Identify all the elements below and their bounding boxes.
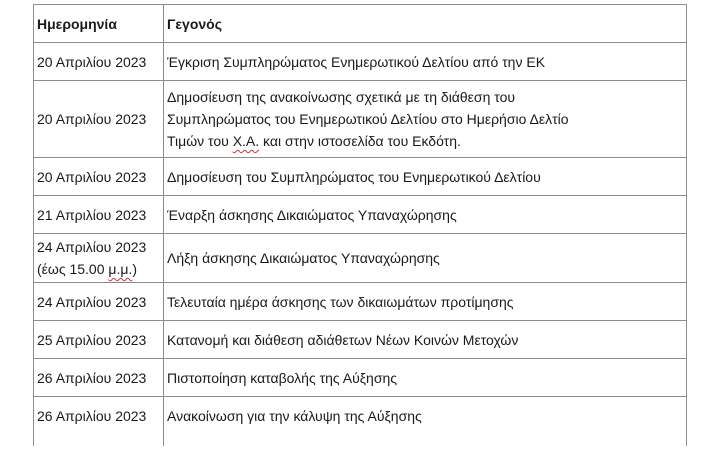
column-header-date: Ημερομηνία [34,5,164,43]
column-header-event: Γεγονός [164,5,687,43]
spellcheck-underlined-text: Χ.Α. [232,133,260,149]
table-row [34,234,687,283]
event-cell: Τελευταία ημέρα άσκησης των δικαιωμάτων προτίμησης [164,283,687,321]
date-cell: 24 Απριλίου 2023 [34,283,164,321]
date-cell: 20 Απριλίου 2023 [34,81,164,158]
table-row [34,283,687,321]
event-line: Δημοσίευση της ανακοίνωσης σχετικά με τη διάθεση του [167,89,516,105]
date-text: ) [132,261,137,277]
date-text: (έως 15.00 [37,261,109,277]
date-cell: 26 Απριλίου 2023 [34,359,164,397]
event-cell: Λήξη άσκησης Δικαιώματος Υπαναχώρησης [164,234,687,283]
date-cell [34,234,164,283]
table-row [34,397,687,447]
table-row [34,81,687,158]
date-cell: 25 Απριλίου 2023 [34,321,164,359]
event-line [167,130,684,152]
schedule-table [33,4,687,446]
table-row [34,196,687,234]
event-cell: Πιστοποίηση καταβολής της Αύξησης [164,359,687,397]
event-cell: Ανακοίνωση για την κάλυψη της Αύξησης [164,397,687,447]
event-text: και στην ιστοσελίδα του Εκδότη. [259,133,461,149]
event-cell [164,81,687,158]
date-line [37,258,161,280]
spellcheck-underlined-text: μ.μ. [108,261,133,277]
event-cell: Έναρξη άσκησης Δικαιώματος Υπαναχώρησης [164,196,687,234]
table-row [34,43,687,81]
date-cell: 20 Απριλίου 2023 [34,43,164,81]
table-row [34,359,687,397]
event-cell: Έγκριση Συμπληρώματος Ενημερωτικού Δελτίου από την ΕΚ [164,43,687,81]
date-cell: 20 Απριλίου 2023 [34,158,164,196]
table-row [34,321,687,359]
date-line: 24 Απριλίου 2023 [37,239,147,255]
date-cell: 21 Απριλίου 2023 [34,196,164,234]
event-cell: Κατανομή και διάθεση αδιάθετων Νέων Κοινών Μετοχών [164,321,687,359]
event-text: Τιμών του [167,133,233,149]
event-line: Συμπληρώματος του Ενημερωτικού Δελτίου στο Ημερήσιο Δελτίο [167,111,569,127]
table-header-row [34,5,687,43]
date-cell: 26 Απριλίου 2023 [34,397,164,447]
table-row [34,158,687,196]
event-cell: Δημοσίευση του Συμπληρώματος του Ενημερωτικού Δελτίου [164,158,687,196]
